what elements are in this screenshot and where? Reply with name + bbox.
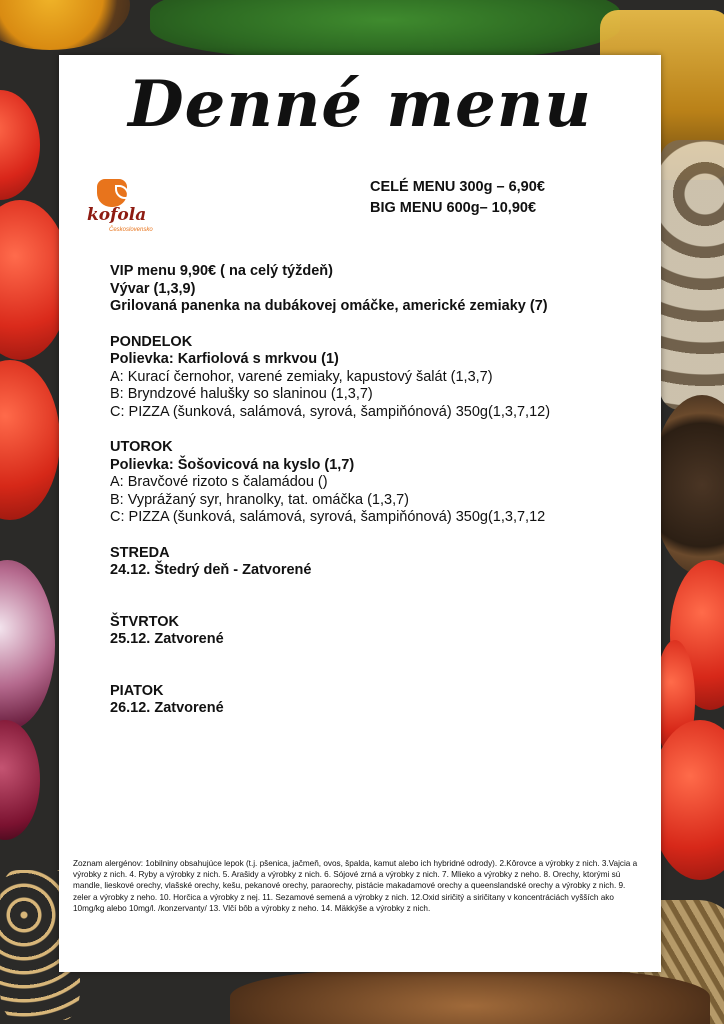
tuesday-option-b: B: Vyprážaný syr, hranolky, tat. omáčka (1,3,7)	[110, 491, 409, 508]
full-menu-price: CELÉ MENU 300g – 6,90€	[370, 179, 545, 195]
kofola-badge-icon	[97, 179, 127, 207]
friday-note: 26.12. Zatvorené	[110, 700, 224, 716]
vip-heading: VIP menu 9,90€ ( na celý týždeň)	[110, 263, 333, 279]
day-heading-thursday: ŠTVRTOK	[110, 613, 180, 630]
menu-content	[110, 263, 650, 718]
day-heading-monday: PONDELOK	[110, 333, 193, 350]
peppercorn-bowl-image	[652, 395, 724, 575]
monday-option-a: A: Kurací černohor, varené zemiaky, kapustový šalát (1,3,7)	[110, 368, 493, 385]
menu-sheet	[59, 55, 661, 972]
quail-eggs-image	[660, 140, 724, 410]
turmeric-bowl-image	[0, 0, 130, 50]
onion-image	[0, 720, 40, 840]
bread-image	[230, 970, 710, 1024]
day-heading-wednesday: STREDA	[110, 544, 170, 561]
wednesday-note: 24.12. Štedrý deň - Zatvorené	[110, 562, 312, 578]
page-title: Denné menu	[128, 67, 592, 142]
logo-subtitle: Československo	[109, 227, 153, 233]
tomato-image	[0, 360, 60, 520]
tuesday-option-a: A: Bravčové rizoto s čalamádou ()	[110, 474, 328, 490]
parsley-image	[150, 0, 620, 60]
price-list	[370, 177, 545, 219]
tuesday-soup: Polievka: Šošovicová na kyslo (1,7)	[110, 456, 355, 473]
thursday-note: 25.12. Zatvorené	[110, 631, 224, 647]
logo-brand: kofola	[87, 205, 147, 225]
vip-item: Grilovaná panenka na dubákovej omáčke, americké zemiaky (7)	[110, 298, 548, 314]
monday-soup: Polievka: Karfiolová s mrkvou (1)	[110, 351, 339, 367]
kofola-logo	[87, 179, 157, 239]
tomato-image	[0, 90, 40, 200]
tuesday-option-c: C: PIZZA (šunková, salámová, syrová, šampiňónová) 350g(1,3,7,12	[110, 509, 546, 525]
vip-item: Vývar (1,3,9)	[110, 280, 196, 297]
day-heading-tuesday: UTOROK	[110, 439, 173, 455]
leaf-icon	[115, 185, 129, 199]
monday-option-c: C: PIZZA (šunková, salámová, syrová, šampiňónová) 350g(1,3,7,12)	[110, 403, 551, 420]
big-menu-price: BIG MENU 600g– 10,90€	[370, 200, 537, 216]
onion-image	[0, 560, 55, 730]
allergen-list: Zoznam alergénov: 1obilniny obsahujúce lepok (t.j. pšenica, jačmeň, ovos, špalda, kamut alebo ich hybridné odrody). 2.Kôrovce a výrobky z nich. 3.Vajcia a výrobky z nich. 4. Ryby a výrobky z nich. 5. Arašidy a výrobky z nich. 6. Sójové zrná a výrobky z nich. 7. Mlieko a výrobky z neho. 8. Orechy, ktorými sú mandle, lieskové orechy, vlašské orechy, kešu, pekanové orechy, paraorechy, pistácie makadamové orechy a queenslandské orechy a výrobky z nich. 9. zeler a výrobky z neho. 10. Horčica a výrobky z nej. 11. Sezamové semená a výrobky z nich. 12.Oxid siričitý a siričitany v koncentráciách vyšších ako 10mg/kg alebo 10mg/l. /konzervanty/ 13. Vlčí bôb a výrobky z neho. 14. Mäkkýše a výrobky z nich.	[73, 859, 638, 913]
day-heading-friday: PIATOK	[110, 682, 164, 699]
monday-option-b: B: Bryndzové halušky so slaninou (1,3,7)	[110, 386, 373, 402]
